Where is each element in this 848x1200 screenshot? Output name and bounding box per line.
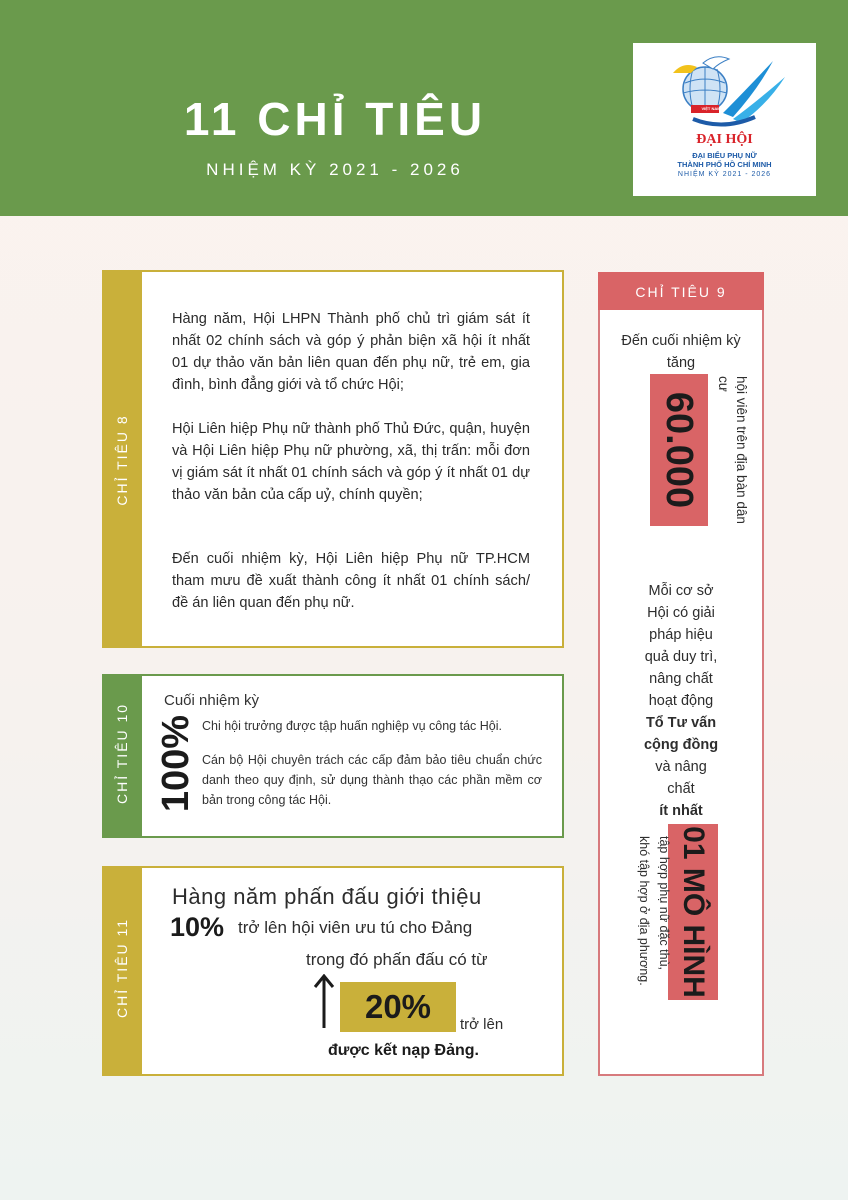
ct9-big-model: 01 MÔ HÌNH — [677, 826, 710, 998]
ct9-paragraph — [600, 580, 762, 822]
ct9-para-line: nâng chất — [649, 671, 713, 687]
ct10-item-1: Chi hội trưởng được tập huấn nghiệp vụ công tác Hội. — [202, 719, 502, 733]
ct9-bold-3: ít nhất — [659, 803, 703, 819]
ct8-band — [102, 270, 142, 648]
logo-badge: VIỆT NAM — [701, 106, 721, 111]
ct11-line-1: Hàng năm phấn đấu giới thiệu — [172, 884, 482, 909]
page-title: 11 CHỈ TIÊU — [183, 93, 487, 145]
ct10-percent: 100% — [155, 714, 198, 813]
ct9-para-line: Mỗi cơ sở — [648, 583, 714, 599]
ct10-intro: Cuối nhiệm kỳ — [164, 692, 260, 709]
logo-name: ĐẠI HỘI — [696, 132, 753, 147]
logo-line-1: ĐẠI BIỂU PHỤ NỮ — [692, 151, 757, 160]
globe-dove-icon — [663, 53, 788, 133]
congress-logo — [633, 43, 816, 196]
ct10-item-2: Cán bộ Hội chuyên trách các cấp đảm bảo tiêu chuẩn chức danh theo quy định, sử dụng thành thạo các phần mềm cơ bản trong công tác Hội. — [202, 753, 542, 807]
ct9-side-1: hội viên trên địa bàn dân cư — [716, 376, 749, 524]
ct11-band — [102, 866, 142, 1076]
ct9-para2-line: và nâng — [655, 759, 707, 775]
ct9-side-2a: tập hợp phụ nữ đặc thù, — [657, 836, 671, 971]
ct9-bold-2: cộng đồng — [643, 737, 719, 753]
ct9-intro-2: tăng — [666, 355, 696, 371]
ct10-band — [102, 674, 142, 838]
ct9-side-2 — [634, 836, 674, 1008]
ct8-paragraph-3: Đến cuối nhiệm kỳ, Hội Liên hiệp Phụ nữ TP.HCM tham mưu đề xuất thành công ít nhất 01 chính sách/ đề án liên quan đến phụ nữ. — [172, 551, 530, 611]
ct11-line-5: được kết nạp Đảng. — [328, 1042, 479, 1059]
ct11-percent-10: 10% — [170, 912, 225, 942]
logo-line-2: THÀNH PHỐ HỒ CHÍ MINH — [677, 160, 772, 169]
ct9-side-2b: khó tập hợp ở địa phương. — [637, 836, 651, 986]
ct9-big-60000: 60.000 — [658, 391, 700, 509]
ct11-label: CHỈ TIÊU 11 — [114, 917, 130, 1018]
ct9-para2-line: chất — [667, 781, 695, 797]
ct9-para-line: quả duy trì, — [644, 649, 718, 665]
ct11-percent-20: 20% — [364, 988, 432, 1025]
ct9-bold-1: Tổ Tư vấn — [645, 715, 717, 731]
ct9-para-line: hoạt động — [648, 693, 714, 709]
ct11-line-3: trong đó phấn đấu có từ — [306, 950, 488, 969]
logo-line-3: NHIỆM KỲ 2021 - 2026 — [677, 171, 772, 178]
ct9-intro-1: Đến cuối nhiệm kỳ — [621, 333, 741, 349]
ct10-label: CHỈ TIÊU 10 — [114, 702, 130, 804]
ct9-para-line: pháp hiệu — [649, 627, 713, 643]
ct9-label: CHỈ TIÊU 9 — [598, 272, 764, 310]
ct11-line-2: trở lên hội viên ưu tú cho Đảng — [238, 918, 473, 937]
page-subtitle: NHIỆM KỲ 2021 - 2026 — [206, 160, 464, 179]
ct11-line-4: trở lên — [460, 1016, 504, 1033]
ct8-label: CHỈ TIÊU 8 — [114, 414, 130, 506]
ct8-paragraph-2: Hội Liên hiệp Phụ nữ thành phố Thủ Đức, quận, huyện và Hội Liên hiệp Phụ nữ phường, xã, thị trấn: mỗi đơn vị giám sát ít nhất 01 chính sách và góp ý ít nhất 01 dự thảo văn bản của cấp uỷ, chính quyền; — [172, 421, 530, 503]
ct8-paragraph-1: Hàng năm, Hội LHPN Thành phố chủ trì giám sát ít nhất 02 chính sách và góp ý phản biện xã hội ít nhất 01 dự thảo văn bản liên quan đến phụ nữ, trẻ em, gia đình, bình đẳng giới và tổ chức Hội; — [172, 311, 530, 393]
arrow-up-icon — [312, 974, 336, 1030]
ct9-para-line: Hội có giải — [647, 605, 715, 621]
